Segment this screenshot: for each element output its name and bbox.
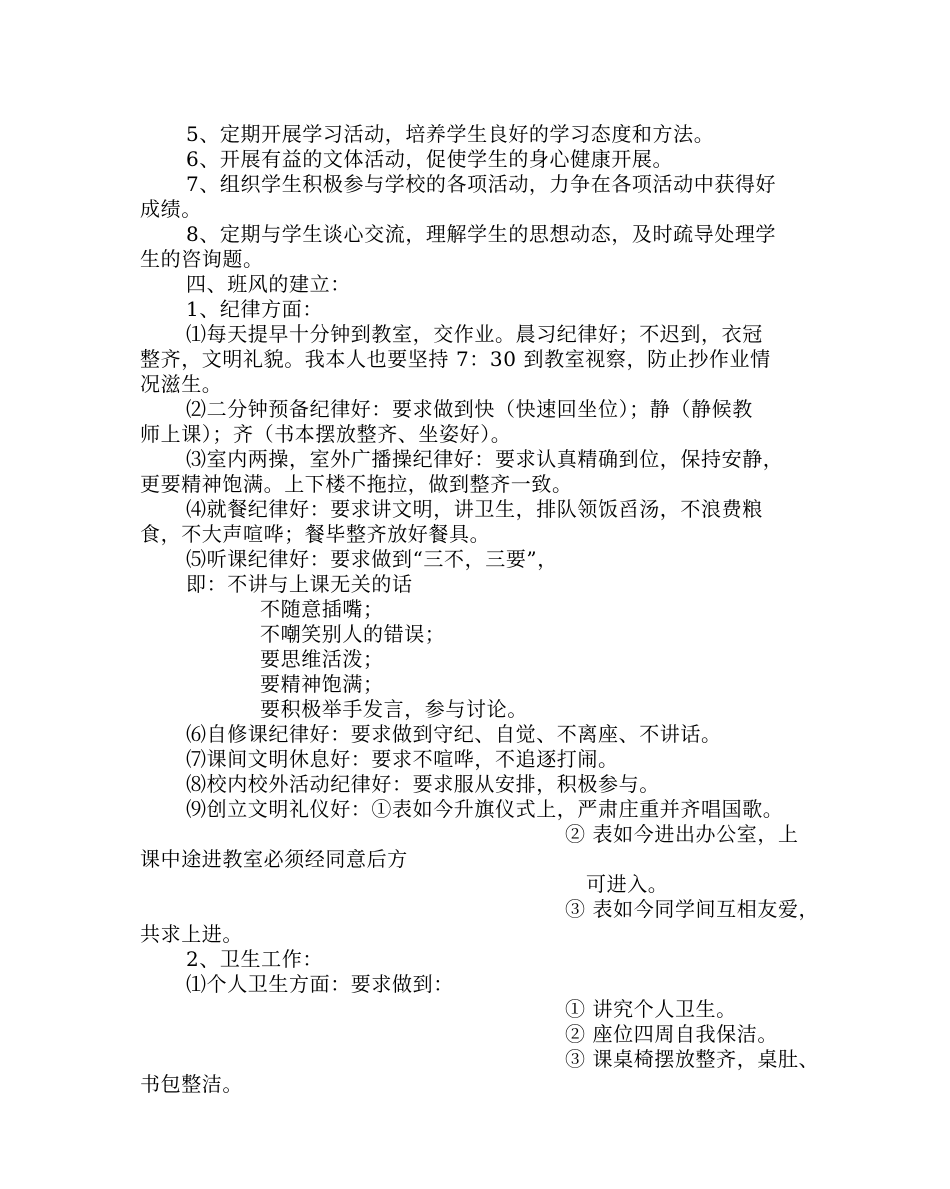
text-line: 书包整洁。 <box>140 1072 243 1096</box>
text-line: 课中途进教室必须经同意后方 <box>140 847 408 871</box>
subsection-heading: 2、卫生工作： <box>186 947 323 971</box>
text-line: 5、定期开展学习活动，培养学生良好的学习态度和方法。 <box>186 122 715 146</box>
text-line: 整齐，文明礼貌。我本人也要坚持 7：30 到教室视察，防止抄作业情 <box>140 347 771 371</box>
text-line: ⑸听课纪律好：要求做到“三不，三要”， <box>186 547 558 571</box>
text-line: 要精神饱满； <box>260 672 384 696</box>
text-line: 食，不大声喧哗；餐毕整齐放好餐具。 <box>140 522 491 546</box>
text-line: 共求上进。 <box>140 922 243 946</box>
text-line: ⑴个人卫生方面：要求做到： <box>186 972 454 996</box>
text-line: ③ 表如今同学间互相友爱， <box>565 897 820 921</box>
section-heading: 四、班风的建立： <box>186 272 351 296</box>
text-line: 可进入。 <box>586 872 669 896</box>
text-line: 况滋生。 <box>140 372 223 396</box>
text-line: ⑷就餐纪律好：要求讲文明，讲卫生，排队领饭舀汤，不浪费粮 <box>186 497 763 521</box>
text-line: 生的咨询题。 <box>140 247 264 271</box>
text-line: 成绩。 <box>140 197 202 221</box>
text-line: 要积极举手发言，参与讨论。 <box>260 697 528 721</box>
text-line: 要思维活泼； <box>260 647 384 671</box>
text-line: ② 座位四周自我保洁。 <box>565 1022 778 1046</box>
text-line: 即：不讲与上课无关的话 <box>186 572 413 596</box>
text-line: 更要精神饱满。上下楼不拖拉，做到整齐一致。 <box>140 472 573 496</box>
text-line: ② 表如今进出办公室，上 <box>565 822 799 846</box>
text-line: 不随意插嘴； <box>260 597 384 621</box>
text-line: ⑹自修课纪律好：要求做到守纪、自觉、不离座、不讲话。 <box>186 722 722 746</box>
text-line: 不嘲笑别人的错误； <box>260 622 446 646</box>
text-line: ⑶室内两操，室外广播操纪律好：要求认真精确到位，保持安静， <box>186 447 784 471</box>
text-line: 7、组织学生积极参与学校的各项活动，力争在各项活动中获得好 <box>186 172 777 196</box>
text-line: ① 讲究个人卫生。 <box>565 997 737 1021</box>
text-line: 8、定期与学生谈心交流，理解学生的思想动态，及时疏导处理学 <box>186 222 777 246</box>
text-line: ⑴每天提早十分钟到教室，交作业。晨习纪律好；不迟到，衣冠 <box>186 322 763 346</box>
subsection-heading: 1、纪律方面： <box>186 297 323 321</box>
text-line: 6、开展有益的文体活动，促使学生的身心健康开展。 <box>186 147 674 171</box>
text-line: ⑼创立文明礼仪好：①表如今升旗仪式上，严肃庄重并齐唱国歌。 <box>186 797 784 821</box>
text-line: ⑺课间文明休息好：要求不喧哗，不追逐打闹。 <box>186 747 619 771</box>
text-line: ⑵二分钟预备纪律好：要求做到快（快速回坐位）；静（静候教 <box>186 397 753 421</box>
text-line: ⑻校内校外活动纪律好：要求服从安排，积极参与。 <box>186 772 660 796</box>
text-line: ③ 课桌椅摆放整齐，桌肚、 <box>565 1047 820 1071</box>
text-line: 师上课）；齐（书本摆放整齐、坐姿好）。 <box>140 422 512 446</box>
